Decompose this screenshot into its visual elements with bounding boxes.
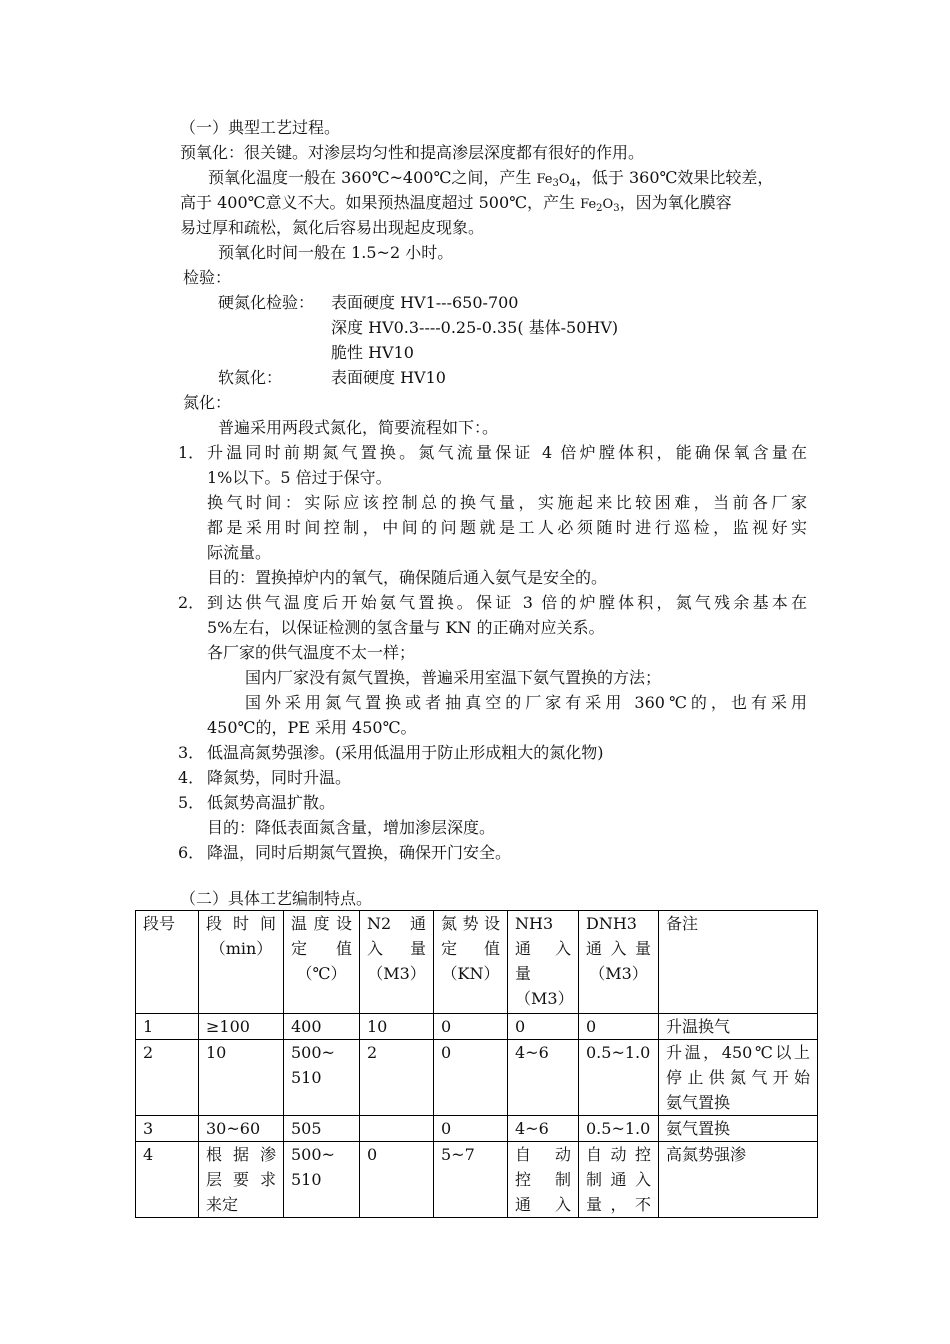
step-5-number: 5． [178, 793, 205, 812]
step-1-line-2: 1%以下。5 倍过于保守。 [207, 468, 392, 487]
step-2-line-2: 5%左右，以保证检测的氢含量与 KN 的正确对应关系。 [207, 618, 605, 637]
step-3-text: 低温高氮势强渗。(采用低温用于防止形成粗大的氮化物) [207, 743, 604, 762]
step-2-line-5: 国外采用氮气置换或者抽真空的厂家有采用 360℃的，也有采用 [245, 693, 807, 712]
table-cell: 4~6 [508, 1040, 579, 1116]
table-cell [360, 1116, 434, 1142]
table-cell: 自 动 控 制 通 入 [508, 1142, 579, 1218]
table-cell: 自动控 制通入 量，不 [579, 1142, 659, 1218]
inspection-heading: 检验： [183, 268, 232, 287]
table-header-row [136, 911, 818, 1014]
preoxidation-paragraph-line-3: 易过厚和疏松，氮化后容易出现起皮现象。 [180, 218, 485, 237]
table-cell: 0 [434, 1040, 508, 1116]
table-cell: 10 [360, 1014, 434, 1040]
table-cell: 4 [136, 1142, 199, 1218]
hard-nitriding-brittleness: 脆性 HV10 [331, 343, 414, 362]
header-nh3-flow: NH3 通 入 量 （M3） [508, 911, 579, 1014]
table-cell: 5~7 [434, 1142, 508, 1218]
hard-nitriding-label: 硬氮化检验： [218, 293, 315, 312]
header-remarks: 备注 [659, 911, 818, 1014]
preoxidation-heading: 预氧化：很关键。对渗层均匀性和提高渗层深度都有很好的作用。 [180, 143, 645, 162]
preoxidation-paragraph-line-2: 高于 400℃意义不大。如果预热温度超过 500℃，产生 $Fe_2O_3$，因为氧化膜容 [180, 193, 732, 214]
table-cell: 3 [136, 1116, 199, 1142]
step-5-text: 低氮势高温扩散。 [207, 793, 336, 812]
table-cell: 0 [434, 1014, 508, 1040]
table-cell: 升温换气 [659, 1014, 818, 1040]
table-row [136, 1040, 818, 1116]
table-cell: 10 [199, 1040, 284, 1116]
header-segment-no: 段号 [136, 911, 199, 1014]
step-1-line-5: 际流量。 [207, 543, 272, 562]
soft-nitriding-label: 软氮化： [218, 368, 283, 387]
step-2-line-1: 到达供气温度后开始氨气置换。保证 3 倍的炉膛体积，氮气残余基本在 [207, 593, 807, 612]
hard-nitriding-surface-hardness: 表面硬度 HV1---650-700 [331, 293, 519, 312]
hard-nitriding-depth: 深度 HV0.3----0.25-0.35( 基体-50HV) [331, 318, 619, 337]
section1-title: （一）典型工艺过程。 [180, 118, 341, 137]
header-nitriding-potential: 氮势设 定 值 （KN） [434, 911, 508, 1014]
table-cell: 高氮势强渗 [659, 1142, 818, 1218]
section2-title: （二）具体工艺编制特点。 [180, 889, 373, 908]
step-5-purpose: 目的：降低表面氮含量，增加渗层深度。 [207, 818, 496, 837]
fe3o4-formula: $Fe_3O_4$ [536, 172, 576, 189]
step-2-number: 2． [178, 593, 205, 612]
table-cell: 30~60 [199, 1116, 284, 1142]
table-cell: 400 [284, 1014, 360, 1040]
table-cell: 0 [434, 1116, 508, 1142]
table-cell: 500~ 510 [284, 1040, 360, 1116]
header-dnh3-flow: DNH3 通入量 （M3） [579, 911, 659, 1014]
step-4-text: 降氮势，同时升温。 [207, 768, 352, 787]
table-cell: 500~ 510 [284, 1142, 360, 1218]
table-cell: 4~6 [508, 1116, 579, 1142]
header-segment-time: 段时间 （min） [199, 911, 284, 1014]
step-1-number: 1． [178, 443, 205, 462]
step-1-line-4: 都是采用时间控制，中间的问题就是工人必须随时进行巡检，监视好实 [207, 518, 807, 537]
step-1-line-1: 升温同时前期氮气置换。氮气流量保证 4 倍炉膛体积，能确保氧含量在 [207, 443, 807, 462]
table-row [136, 1142, 818, 1218]
step-2-line-3: 各厂家的供气温度不太一样； [207, 643, 416, 662]
table-cell: 505 [284, 1116, 360, 1142]
step-2-line-4: 国内厂家没有氮气置换，普遍采用室温下氨气置换的方法； [245, 668, 662, 687]
table-cell: 1 [136, 1014, 199, 1040]
table-cell: 0.5~1.0 [579, 1116, 659, 1142]
step-3-number: 3． [178, 743, 205, 762]
table-row [136, 1014, 818, 1040]
step-6-number: 6． [178, 843, 205, 862]
preoxidation-paragraph-line-1: 预氧化温度一般在 360℃~400℃之间，产生 $Fe_3O_4$，低于 360℃效果比较差， [208, 168, 774, 189]
table-cell: 0 [360, 1142, 434, 1218]
header-n2-flow: N2 通 入 量 （M3） [360, 911, 434, 1014]
table-cell: 根 据 渗 层 要 求 来定 [199, 1142, 284, 1218]
step-1-line-3: 换气时间：实际应该控制总的换气量，实施起来比较困难，当前各厂家 [207, 493, 807, 512]
table-cell: 2 [136, 1040, 199, 1116]
table-cell: 升温，450℃以上 停止供氮气开始 氨气置换 [659, 1040, 818, 1116]
table-cell: 0 [579, 1014, 659, 1040]
table-cell: 0.5~1.0 [579, 1040, 659, 1116]
table-cell: ≥100 [199, 1014, 284, 1040]
step-2-line-6: 450℃的，PE 采用 450℃。 [207, 718, 417, 737]
table-cell: 氨气置换 [659, 1116, 818, 1142]
fe2o3-formula: $Fe_2O_3$ [580, 197, 620, 214]
step-6-text: 降温，同时后期氮气置换，确保开门安全。 [207, 843, 512, 862]
step-1-purpose: 目的：置换掉炉内的氧气，确保随后通入氨气是安全的。 [207, 568, 608, 587]
table-cell: 2 [360, 1040, 434, 1116]
soft-nitriding-surface-hardness: 表面硬度 HV10 [331, 368, 446, 387]
table-cell: 0 [508, 1014, 579, 1040]
preoxidation-time: 预氧化时间一般在 1.5~2 小时。 [218, 243, 454, 262]
table-row [136, 1116, 818, 1142]
process-table [135, 910, 818, 1218]
step-4-number: 4． [178, 768, 205, 787]
nitriding-heading: 氮化： [183, 393, 232, 412]
nitriding-intro: 普遍采用两段式氮化，简要流程如下：。 [218, 418, 499, 437]
header-temperature: 温度设 定 值 （℃） [284, 911, 360, 1014]
